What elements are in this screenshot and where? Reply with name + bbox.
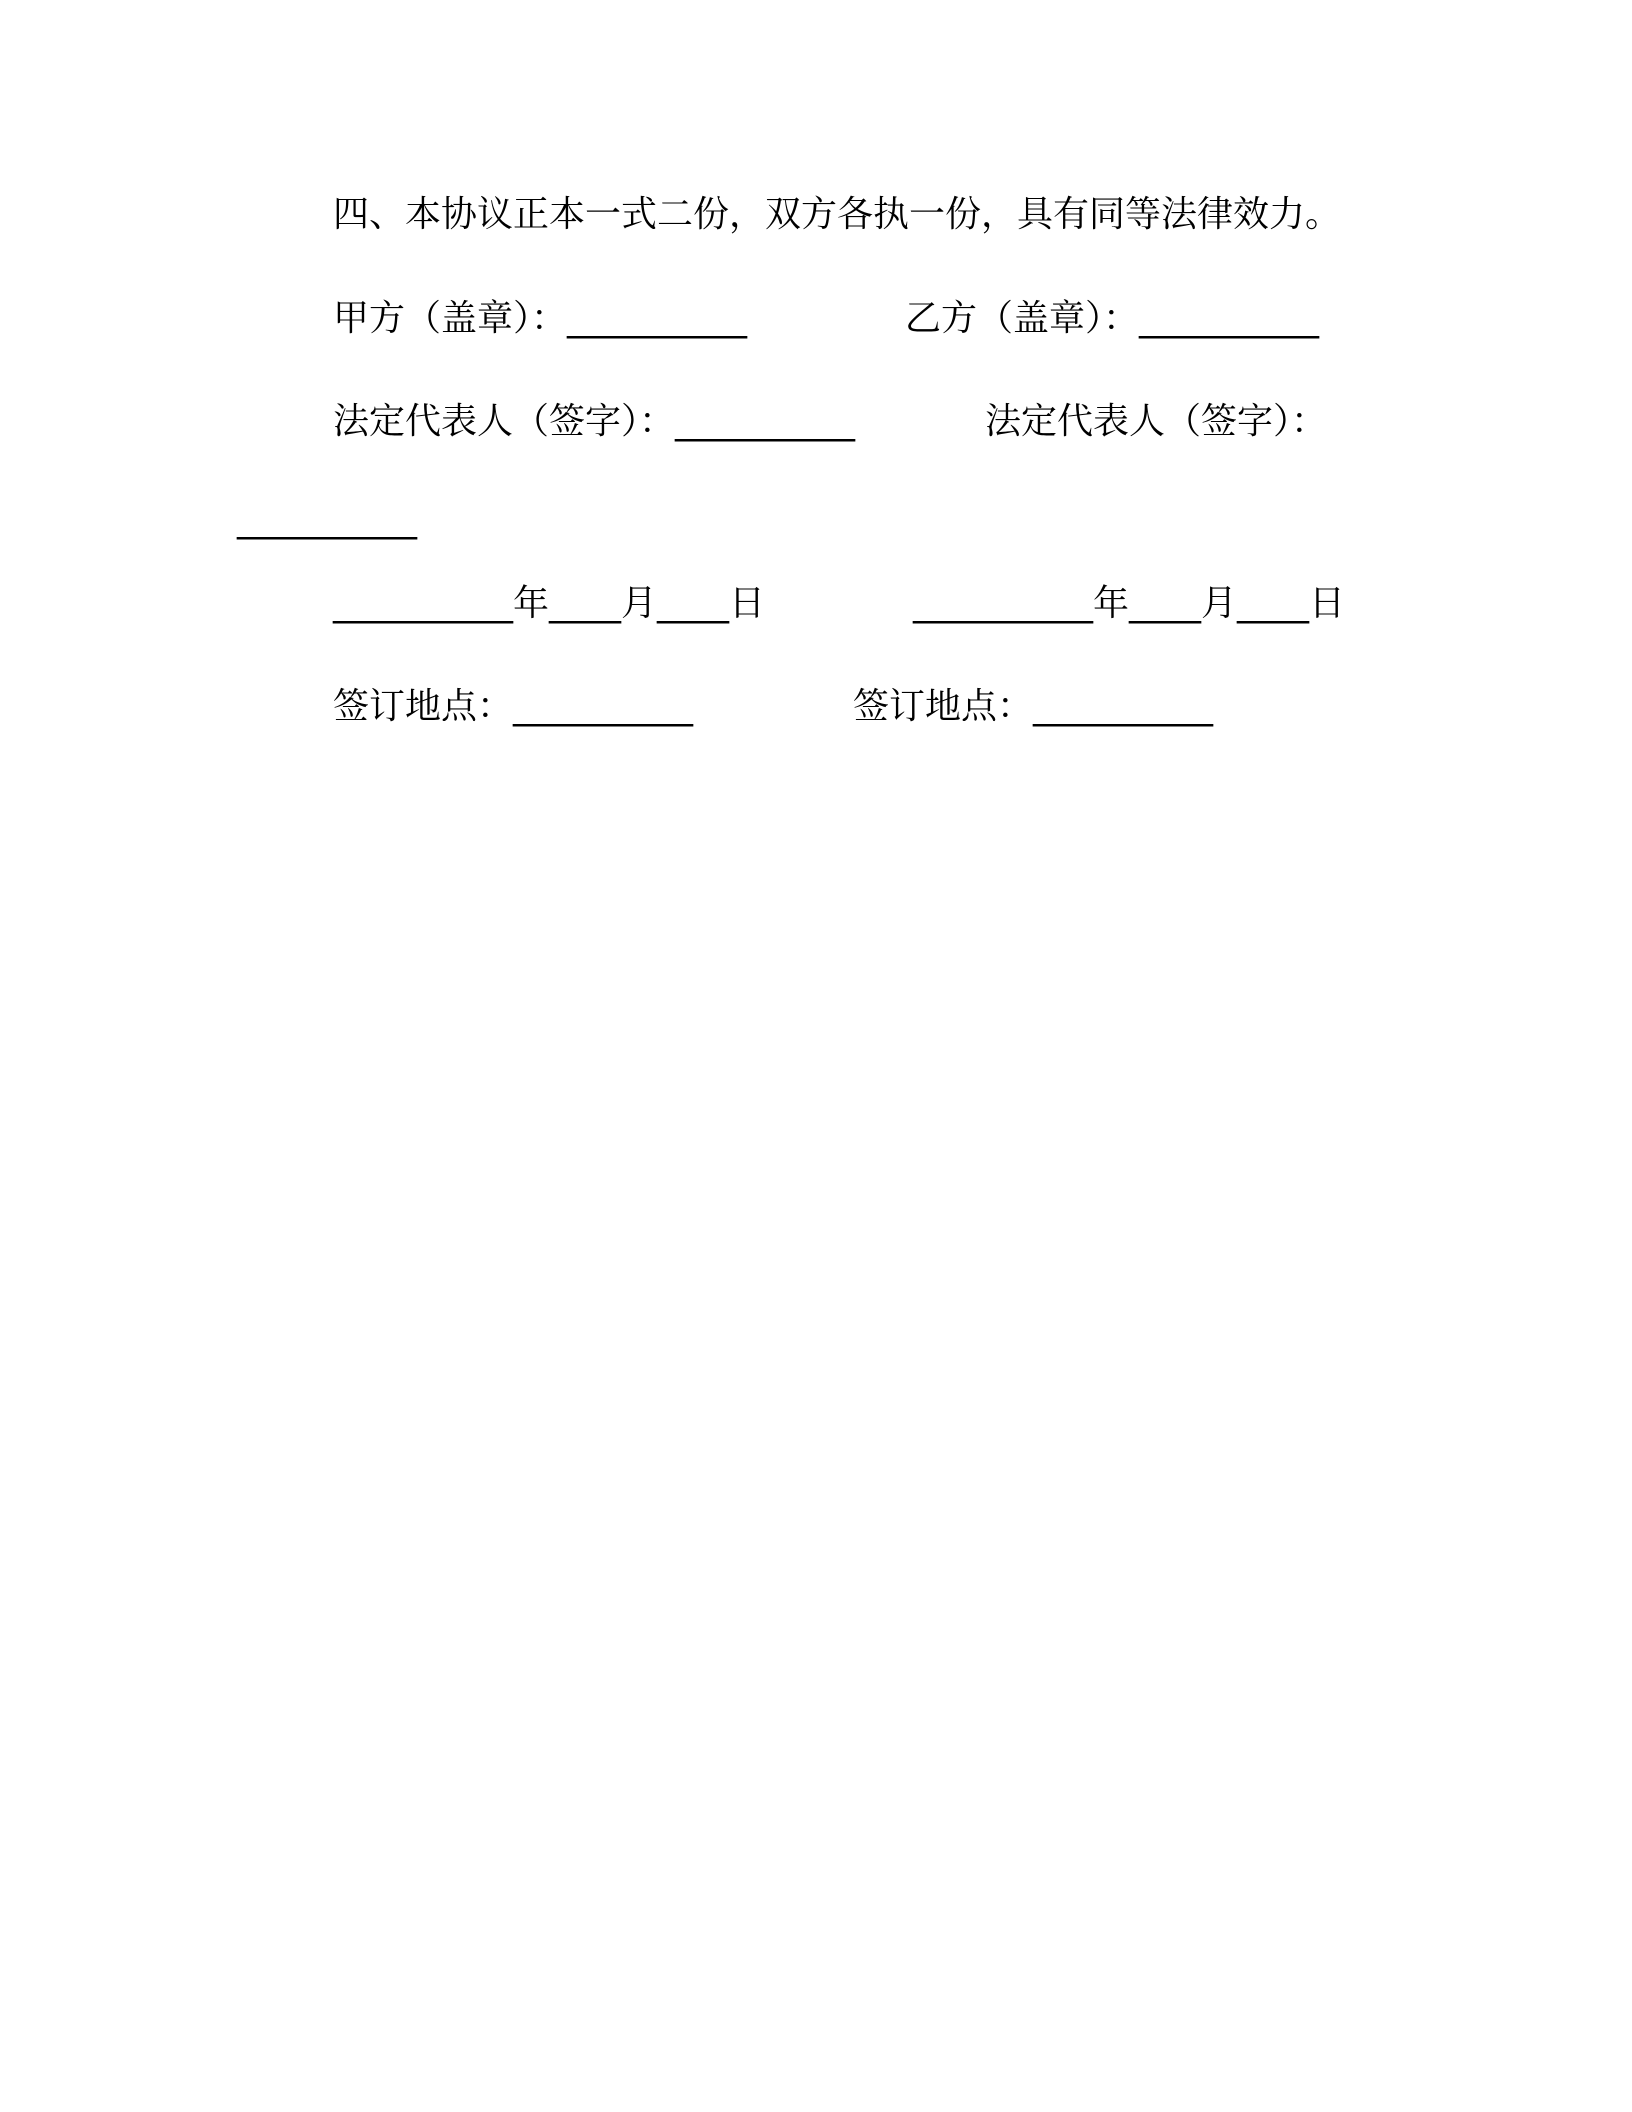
party-b-date-line: __________年____月____日 [913,583,1345,624]
party-b-seal-line: 乙方（盖章）：__________ [905,298,1320,339]
party-a-place-line: 签订地点：__________ [333,686,694,727]
clause-4-text: 四、本协议正本一式二份，双方各执一份，具有同等法律效力。 [333,194,1342,235]
party-a-date-line: __________年____月____日 [333,583,765,624]
party-b-rep-blank: __________ [237,499,417,540]
party-a-seal-line: 甲方（盖章）：__________ [333,298,748,339]
party-b-rep-line: 法定代表人（签字）： [985,401,1328,442]
party-a-rep-line: 法定代表人（签字）：__________ [333,401,856,442]
party-b-place-line: 签订地点：__________ [853,686,1214,727]
